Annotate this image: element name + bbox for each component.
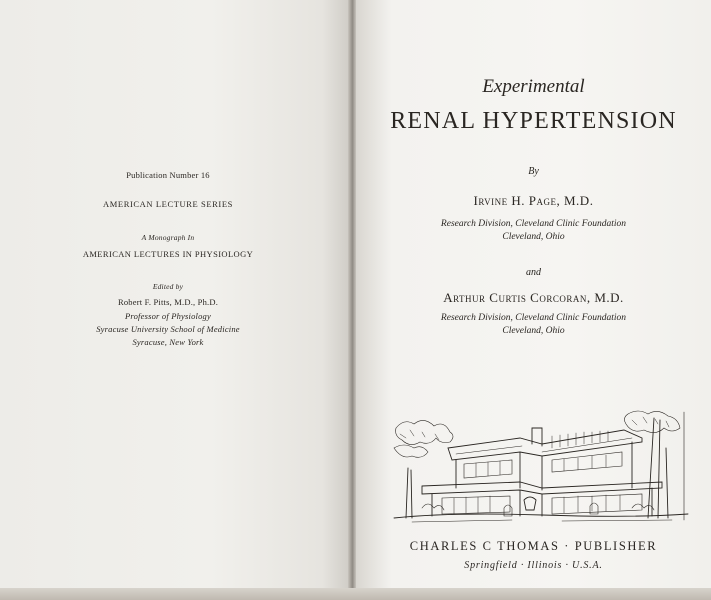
- author-1-name: Irvine H. Page, M.D.: [473, 193, 594, 208]
- and-line: and: [526, 267, 541, 278]
- author-2-name: Arthur Curtis Corcoran, M.D.: [443, 290, 624, 305]
- publisher-name: CHARLES C THOMAS · PUBLISHER: [409, 539, 658, 553]
- series-name: AMERICAN LECTURE SERIES: [103, 199, 233, 209]
- publisher-place: Springfield · Illinois · U.S.A.: [464, 560, 603, 571]
- publication-number: Publication Number 16: [126, 170, 210, 180]
- editor-name: Robert F. Pitts, M.D., Ph.D.: [117, 297, 219, 307]
- by-line: By: [528, 166, 539, 177]
- author-1-location: Cleveland, Ohio: [502, 232, 565, 242]
- author-2-location: Cleveland, Ohio: [502, 326, 565, 336]
- editor-location: Syracuse, New York: [132, 337, 204, 347]
- monograph-series: AMERICAN LECTURES IN PHYSIOLOGY: [82, 249, 254, 259]
- monograph-line: A Monograph In: [141, 233, 195, 242]
- title-line-2: RENAL HYPERTENSION: [390, 108, 677, 134]
- edited-by: Edited by: [152, 282, 184, 291]
- publisher-house-drawing-icon: [392, 408, 690, 526]
- editor-institution: Syracuse University School of Medicine: [96, 324, 240, 334]
- author-1-affiliation: Research Division, Cleveland Clinic Foundation: [440, 219, 627, 229]
- title-line-1: Experimental: [482, 76, 585, 97]
- page-bottom-edge: [0, 588, 711, 600]
- editor-title: Professor of Physiology: [125, 311, 211, 321]
- author-2-affiliation: Research Division, Cleveland Clinic Foundation: [440, 313, 627, 323]
